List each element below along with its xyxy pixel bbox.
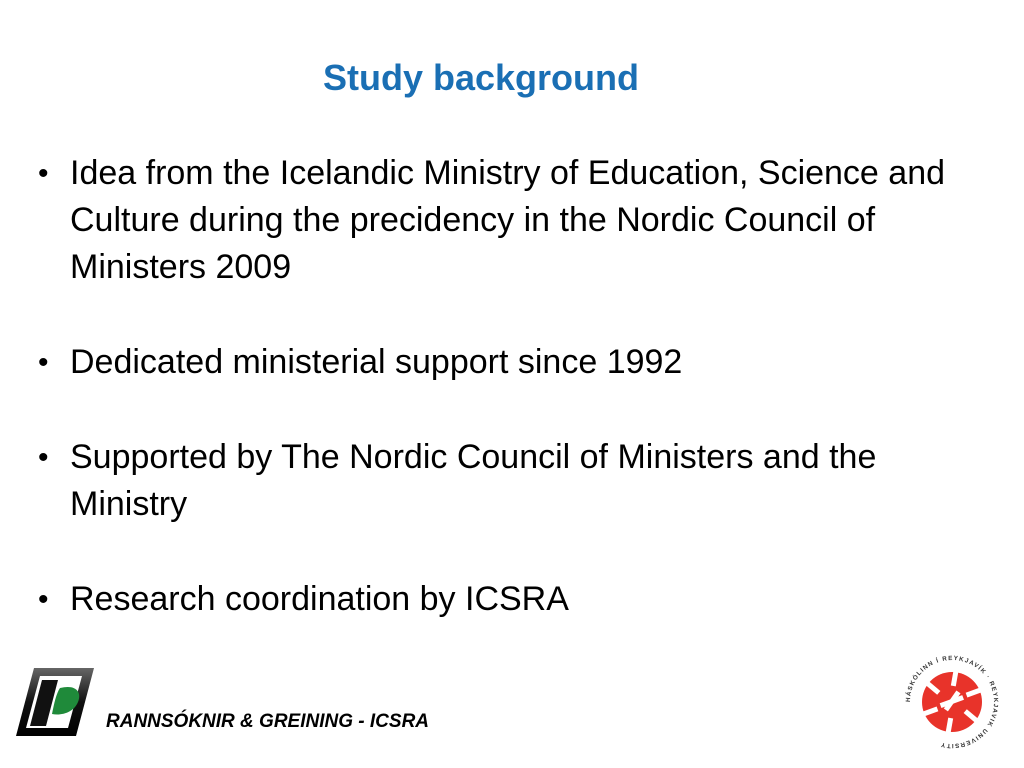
bullet-item: • Supported by The Nordic Council of Ministers and the Ministry — [30, 434, 990, 528]
bullet-item: • Dedicated ministerial support since 1992 — [30, 339, 990, 386]
footer-org-text: RANNSÓKNIR & GREINING - ICSRA — [106, 711, 430, 732]
slide-title: Study background — [322, 57, 640, 98]
bullet-list — [30, 150, 990, 671]
reykjavik-university-logo-icon — [902, 652, 1002, 752]
ru-ring-text: HÁSKÓLINN Í REYKJAVÍK · REYKJAVIK UNIVERSITY — [904, 654, 1000, 750]
icsra-logo-icon — [12, 666, 96, 738]
bullet-item: • Research coordination by ICSRA — [30, 576, 990, 623]
bullet-item: • Idea from the Icelandic Ministry of Education, Science and Culture during the precidency in the Nordic Council of Ministers 2009 — [30, 150, 990, 291]
